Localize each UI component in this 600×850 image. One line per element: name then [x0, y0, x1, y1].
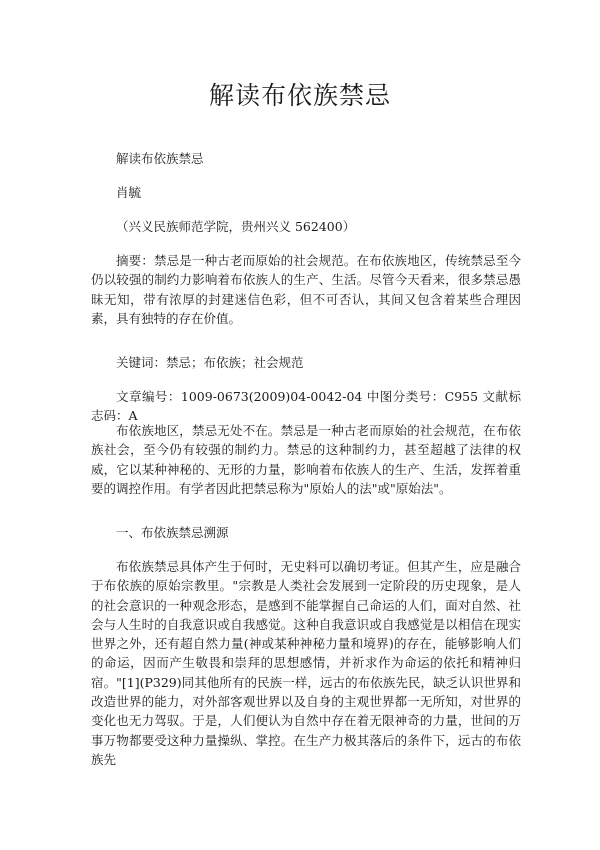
keywords-line: 关键词：禁忌；布依族；社会规范 — [116, 355, 304, 370]
page-title: 解读布依族禁忌 — [208, 81, 391, 110]
section-heading: 一、布依族禁忌溯源 — [116, 525, 229, 540]
author-name: 肖毓 — [116, 185, 142, 200]
author-affiliation: （兴义民族师范学院，贵州兴义 562400） — [116, 219, 356, 234]
article-info-line: 文章编号：1009-0673(2009)04-0042-04 中图分类号：C955 文献标志码：A — [91, 389, 521, 424]
article-subtitle: 解读布依族禁忌 — [116, 151, 204, 166]
abstract-paragraph: 摘要：禁忌是一种古老而原始的社会规范。在布依族地区，传统禁忌至今仍以较强的制约力影响着布依族人的生产、生活。尽管今天看来，很多禁忌愚昧无知，带有浓厚的封建迷信色彩，但不可否认，其间又包含着某些合理因素，具有独特的存在价值。 — [91, 253, 521, 326]
section-paragraph: 布依族禁忌具体产生于何时，无史料可以确切考证。但其产生，应是融合于布依族的原始宗教里。"宗教是人类社会发展到一定阶段的历史现象，是人的社会意识的一种观念形态，是感到不能掌握自己命运的人们，面对自然、社会与人生时的自我意识或自我感觉。这种自我意识或自我感觉是以相信在现实世界之外，还有超自然力量(神或某种神秘力量和境界)的存在，能够影响人们的命运，因而产生敬畏和崇拜的思想感情，并祈求作为命运的依托和精神归宿。"[1](P329)同其他所有的民族一样，远古的布依族先民，缺乏认识世界和改造世界的能力，对外部客观世界以及自身的主观世界都一无所知，对世界的变化也无力驾驭。于是，人们便认为自然中存在着无限神奇的力量，世间的万事万物都要受这种力量操纵、掌控。在生产力极其落后的条件下，远古的布依族先 — [91, 559, 521, 767]
intro-paragraph: 布依族地区，禁忌无处不在。禁忌是一种古老而原始的社会规范，在布依族社会，至今仍有较强的制约力。禁忌的这种制约力，甚至超越了法律的权威，它以某种神秘的、无形的力量，影响着布依族人的生产、生活，发挥着重要的调控作用。有学者因此把禁忌称为"原始人的法"或"原始法"。 — [91, 423, 521, 496]
